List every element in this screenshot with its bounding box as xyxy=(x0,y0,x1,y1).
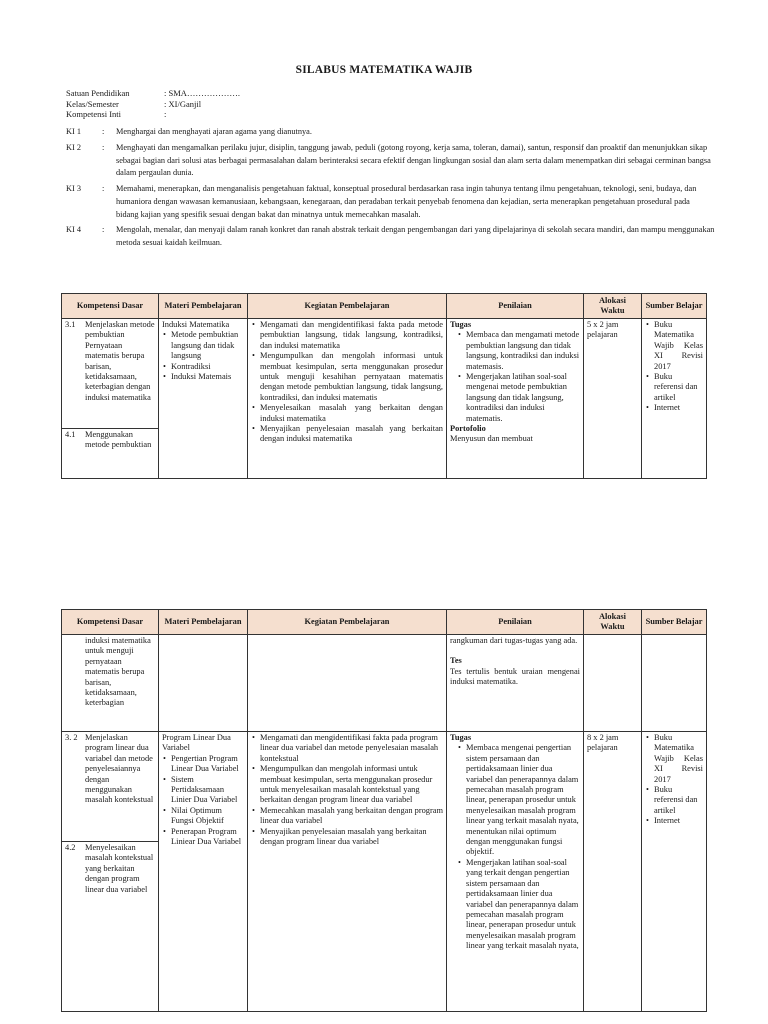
kd-cell xyxy=(62,319,159,479)
alokasi-cell: 5 x 2 jam pelajaran xyxy=(584,319,642,479)
ki-item xyxy=(66,224,716,249)
materi-cell xyxy=(159,635,248,732)
ident-row-satuan xyxy=(66,88,240,99)
ki-text: Mengolah, menalar, dan menyaji dalam ranah konkret dan ranah abstrak terkait dengan pengembangan dari yang dipelajarinya di sekolah secara mandiri, dan mampu menggunakan metoda sesuai kaidah keilmuan. xyxy=(116,225,715,248)
sumber-cell xyxy=(642,732,707,1012)
ki-code: KI 2 xyxy=(66,142,81,152)
ki-text: Menghayati dan mengamalkan perilaku jujur, disiplin, tanggung jawab, peduli (gotong royong, kerja sama, toleran, damai), santun, responsif dan proaktif dan menunjukkan sikap sebagai bagian dari solusi atas berbagai permasalahan dalam berinteraksi secara efektif dengan lingkungan sosial dan alam serta dalam menempatkan diri sebagai cerminan bangsa dalam pergaulan dunia. xyxy=(116,142,711,178)
list-item: • Pengertian Program Linear Dua Variabel xyxy=(171,754,244,775)
list-item: • Menyajikan penyelesaian masalah yang berkaitan dengan induksi matematika xyxy=(260,424,443,445)
list-item: • Membaca mengenai pengertian sistem persamaan dan pertidaksamaan linier dua variabel dan penerapannya dalam pemecahan masalah program linear, penerapan prosedur untuk menyelesaikan masalah program linear yang terkait masalah nyata, menentukan nilai optimum dengan menggunakan fungsi objektif. xyxy=(466,743,580,857)
materi-list xyxy=(162,754,244,848)
list-item: • Induksi Matemais xyxy=(171,372,244,382)
penilaian-cell xyxy=(447,319,584,479)
header-materi: Materi Pembelajaran xyxy=(159,294,248,319)
kd-text: Menjelaskan program linear dua variabel dan metode penyelesaiannya dengan menggunakan masalah kontekstual xyxy=(85,733,154,805)
sumber-list xyxy=(645,733,703,827)
kd-part xyxy=(62,732,158,841)
ident-row-kelas xyxy=(66,99,240,110)
portofolio-text: Menyusun dan membuat xyxy=(450,434,533,444)
kd-cell xyxy=(62,732,159,1012)
list-item: • Nilai Optimum Fungsi Objektif xyxy=(171,806,244,827)
tes-label: Tes xyxy=(450,656,462,666)
list-item: • Buku Matematika Wajib Kelas XI Revisi 2017 xyxy=(654,320,703,372)
table-row xyxy=(62,319,707,479)
ki-item xyxy=(66,142,716,180)
list-item: • Internet xyxy=(654,816,703,826)
page-title: SILABUS MATEMATIKA WAJIB xyxy=(295,64,473,76)
materi-cell xyxy=(159,319,248,479)
ki-text-main: Memahami, menerapkan, dan menganalisis pengetahuan faktual, konseptual prosedural berdasarkan rasa ingin tahunya tentang ilmu pengetahuan, teknologi, seni, budaya, dan humaniora dengan wawasan kemanusiaan, kebangsaan, kenegaraan, dan peradaban terkait penyebab fenomena dan kejadian, serta menerapkan pengetahuan prosedural pada xyxy=(116,184,697,206)
table-header-row xyxy=(62,610,707,635)
kd-number: 4.2 xyxy=(65,843,76,852)
materi-cell xyxy=(159,732,248,1012)
penilaian-text: rangkuman dari tugas-tugas yang ada. xyxy=(450,636,578,645)
ident-label: Kompetensi Inti xyxy=(66,109,122,119)
kegiatan-cell xyxy=(248,319,447,479)
kd-cell xyxy=(62,635,159,732)
list-item: • Mengamati dan mengidentifikasi fakta pada metode pembuktian langsung, tidak langsung, kontradiksi, dan induksi matematika xyxy=(260,320,443,351)
kd-number: 4.1 xyxy=(65,430,76,439)
alokasi-cell xyxy=(584,635,642,732)
ki-colon: : xyxy=(102,142,105,152)
list-item: • Kontradiksi xyxy=(171,362,244,372)
list-item: • Memecahkan masalah yang berkaitan dengan program linear dua variabel xyxy=(260,806,443,827)
header-alokasi: Alokasi Waktu xyxy=(584,610,642,635)
table-header-row xyxy=(62,294,707,319)
tugas-label: Tugas xyxy=(450,733,472,742)
kegiatan-list xyxy=(251,320,443,445)
kd-part xyxy=(62,841,158,896)
kompetensi-inti-list xyxy=(66,126,716,253)
header-kegiatan: Kegiatan Pembelajaran xyxy=(248,294,447,319)
sumber-cell xyxy=(642,635,707,732)
list-item: • Membaca dan mengamati metode pembuktian langsung dan tidak langsung, kontradiksi dan induksi matemasis. xyxy=(466,330,580,372)
list-item: • Sistem Pertidaksamaan Linier Dua Variabel xyxy=(171,775,244,806)
syllabus-table-2 xyxy=(61,609,707,1012)
list-item: • Mengumpulkan dan mengolah informasi untuk membuat kesimpulan, serta menggunakan prosedur untuk menyelesaikan masalah kontekstual yang berkaitan dengan program linear dua variabel xyxy=(260,764,443,806)
ki-colon: : xyxy=(102,127,105,136)
syllabus-table-1 xyxy=(61,293,707,479)
ident-value: : xyxy=(164,109,167,119)
ki-item xyxy=(66,183,716,221)
list-item: • Metode pembuktian langsung dan tidak langsung xyxy=(171,330,244,361)
kd-part xyxy=(62,428,158,452)
ident-value: : SMA………………. xyxy=(164,88,241,98)
header-alokasi: Alokasi Waktu xyxy=(584,294,642,319)
list-item: • Mengamati dan mengidentifikasi fakta pada program linear dua variabel dan metode penyelesaian masalah kontekstual xyxy=(260,733,443,764)
table-row xyxy=(62,635,707,732)
ki-text: Menghargai dan menghayati ajaran agama yang dianutnya. xyxy=(116,127,312,136)
header-kegiatan: Kegiatan Pembelajaran xyxy=(248,610,447,635)
kd-number: 3.1 xyxy=(65,320,76,329)
header-sumber: Sumber Belajar xyxy=(642,610,707,635)
header-sumber: Sumber Belajar xyxy=(642,294,707,319)
kegiatan-cell xyxy=(248,635,447,732)
kd-text: Menjelaskan metode pembuktian Pernyataan matematis berupa barisan, ketidaksamaan, keterbagian dengan induksi matematika xyxy=(85,320,155,402)
ki-text xyxy=(116,183,716,221)
ki-colon: : xyxy=(102,184,105,194)
list-item: • Menyelesaikan masalah yang berkaitan dengan induksi matematika xyxy=(260,403,443,424)
list-item: • Buku Matematika Wajib Kelas XI Revisi 2017 xyxy=(654,733,703,785)
list-item: • Mengerjakan latihan soal-soal mengenai metode pembuktian langsung dan tidak langsung, kontradiksi dan induksi matematis. xyxy=(466,372,580,424)
ki-code: KI 1 xyxy=(66,127,81,136)
ki-code: KI 3 xyxy=(66,184,81,194)
materi-title: Induksi Matematika xyxy=(162,320,230,329)
materi-list xyxy=(162,330,244,382)
kd-number: 3. 2 xyxy=(65,733,78,742)
table-row xyxy=(62,732,707,1012)
materi-title: Program Linear Dua Variabel xyxy=(162,733,231,753)
header-penilaian: Penilaian xyxy=(447,610,584,635)
kd-text: Menggunakan metode pembuktian xyxy=(85,430,152,450)
ki-item xyxy=(66,126,716,139)
tugas-label: Tugas xyxy=(450,320,472,329)
list-item: • Penerapan Program Liniear Dua Variabel xyxy=(171,827,244,848)
ki-colon: : xyxy=(102,225,105,235)
list-item: • Buku referensi dan artikel xyxy=(654,785,703,816)
kegiatan-list xyxy=(251,733,443,847)
ident-value: : XI/Ganjil xyxy=(164,98,202,109)
kd-part xyxy=(62,319,158,428)
tugas-list xyxy=(450,330,580,424)
identity-block xyxy=(66,88,240,120)
header-kd: Kompetensi Dasar xyxy=(62,610,159,635)
header-materi: Materi Pembelajaran xyxy=(159,610,248,635)
header-kd: Kompetensi Dasar xyxy=(62,294,159,319)
kegiatan-cell xyxy=(248,732,447,1012)
list-item: • Mengerjakan latihan soal-soal yang terkait dengan pengertian sistem persamaan dan pertidaksamaan linier dua variabel dan penerapannya dalam pemecahan masalah program linear, penerapan prosedur untuk menyelesaikan masalah program linear yang terkait masalah nyata, xyxy=(466,858,580,952)
header-penilaian: Penilaian xyxy=(447,294,584,319)
tes-text: Tes tertulis bentuk uraian mengenai induksi matematika. xyxy=(450,666,580,687)
penilaian-cell xyxy=(447,732,584,1012)
ident-label: Satuan Pendidikan xyxy=(66,88,130,98)
ki-code: KI 4 xyxy=(66,225,81,235)
list-item: • Mengumpulkan dan mengolah informasi untuk membuat kesimpulan, serta menggunakan prosedur untuk menguji kesahihan pernyataan matematis dengan metode pembuktian langsung, tidak langsung, kontradiksi, dan induksi matematis xyxy=(260,351,443,403)
ki-text-extra: bidang kajian yang spesifik sesuai dengan bakat dan minatnya untuk memecahkan masalah. xyxy=(116,209,421,219)
portofolio-label: Portofolio xyxy=(450,424,486,434)
penilaian-cell xyxy=(447,635,584,732)
list-item: • Buku referensi dan artikel xyxy=(654,372,703,403)
sumber-cell xyxy=(642,319,707,479)
tugas-list xyxy=(450,743,580,951)
kd-text: induksi matematika untuk menguji pernyataan matematis berupa barisan, ketidaksamaan, keterbagian xyxy=(85,636,151,708)
ident-row-ki xyxy=(66,109,240,120)
alokasi-cell: 8 x 2 jam pelajaran xyxy=(584,732,642,1012)
ident-label: Kelas/Semester xyxy=(66,98,119,109)
list-item: • Menyajikan penyelesaian masalah yang berkaitan dengan program linear dua variabel xyxy=(260,827,443,848)
kd-text: Menyelesaikan masalah kontekstual yang berkaitan dengan program linear dua variabel xyxy=(85,843,154,894)
sumber-list xyxy=(645,320,703,414)
list-item: • Internet xyxy=(654,403,703,413)
